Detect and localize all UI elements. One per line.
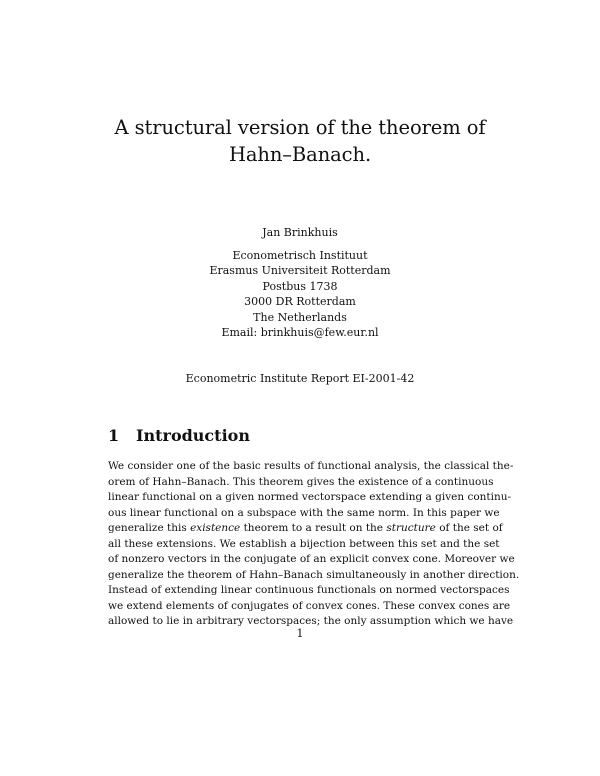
author-block [0, 225, 600, 341]
affiliation-line: 3000 DR Rotterdam [244, 295, 356, 308]
body-line: ous linear functional on a subspace with the same norm. In this paper we [108, 506, 500, 519]
title-line-2: Hahn–Banach. [228, 143, 372, 166]
affiliation-line: Erasmus Universiteit Rotterdam [209, 264, 391, 277]
page-number: 1 [296, 627, 304, 640]
body-paragraph [108, 459, 520, 630]
title-line-1: A structural version of the theorem of [114, 116, 486, 139]
body-line: we extend elements of conjugates of convex cones. These convex cones are [108, 599, 511, 612]
affiliation-line: Econometrisch Instituut [232, 248, 368, 262]
author-name: Jan Brinkhuis [262, 226, 338, 239]
report-number: Econometric Institute Report EI-2001-42 [185, 372, 415, 385]
section-title: Introduction [136, 426, 250, 445]
body-line: orem of Hahn–Banach. This theorem gives the existence of a continuous [108, 475, 494, 488]
section-heading [108, 426, 250, 446]
body-line: Instead of extending linear continuous functionals on normed vectorspaces [108, 584, 510, 596]
body-line: allowed to lie in arbitrary vectorspaces; the only assumption which we have [108, 615, 514, 627]
body-line: generalize the theorem of Hahn–Banach simultaneously in another direction. [108, 568, 520, 581]
affiliation-line: The Netherlands [253, 310, 347, 324]
body-line: of nonzero vectors in the conjugate of an explicit convex cone. Moreover we [108, 553, 515, 565]
body-line: all these extensions. We establish a bijection between this set and the set [108, 537, 500, 550]
section-number: 1 [108, 426, 120, 445]
paper-title [0, 114, 600, 168]
body-line: generalize this existence theorem to a result on the structure of the set of [108, 522, 503, 534]
body-line: linear functional on a given normed vectorspace extending a given continu- [108, 491, 512, 503]
author-email: Email: brinkhuis@few.eur.nl [221, 326, 379, 339]
affiliation-line: Postbus 1738 [262, 279, 338, 293]
body-line: We consider one of the basic results of functional analysis, the classical the- [108, 460, 514, 472]
